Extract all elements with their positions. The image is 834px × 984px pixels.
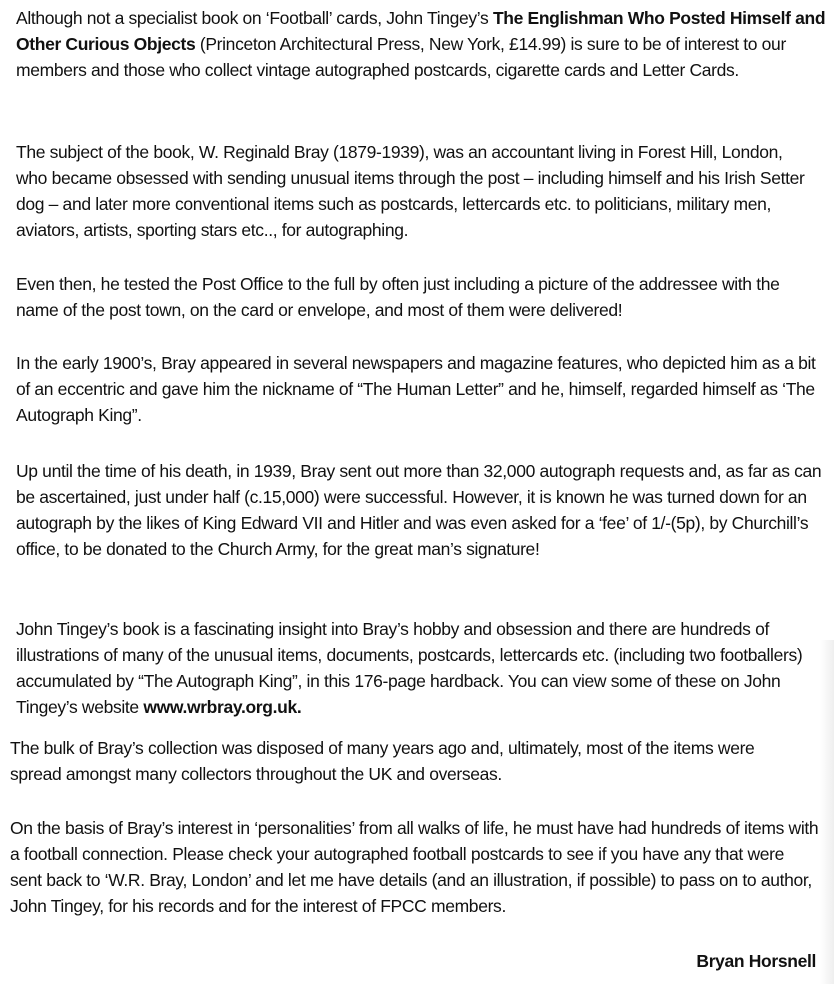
author-signature: Bryan Horsnell (696, 951, 816, 971)
book-text: John Tingey’s book is a fascinating insight into Bray’s hobby and obsession and there are hundreds of illustrations of many of the unusual items, documents, postcards, lettercards etc. (including two footballers) accumulated by “The Autograph King”, in this 176-page hardback. You can view some of these on John Tingey’s website (16, 619, 803, 717)
intro-text-after: (Princeton Architectural Press, New York, £14.99) is sure to be of interest to our members and those who collect vintage autographed postcards, cigarette cards and Letter Cards. (16, 34, 786, 80)
intro-text-before: Although not a specialist book on ‘Football’ cards, John Tingey’s (16, 8, 493, 28)
paragraph-book (16, 616, 828, 720)
paragraph-request: On the basis of Bray’s interest in ‘personalities’ from all walks of life, he must have had hundreds of items with a football connection. Please check your autographed football postcards to see if you have any that were sent back to ‘W.R. Bray, London’ and let me have details (and an illustration, if possible) to pass on to author, John Tingey, for his records and for the interest of FPCC members. (10, 818, 819, 916)
paragraph-intro (16, 5, 832, 83)
book-title: The Englishman Who Posted Himself and Other Curious Objects (16, 8, 826, 54)
paragraph-post-office: Even then, he tested the Post Office to the full by often just including a picture of the addressee with the name of the post town, on the card or envelope, and most of them were delivered! (16, 274, 780, 320)
paragraph-collection: The bulk of Bray’s collection was disposed of many years ago and, ultimately, most of the items were spread amongst many collectors throughout the UK and overseas. (10, 738, 755, 784)
website-link[interactable]: www.wrbray.org.uk. (143, 697, 302, 717)
paragraph-subject: The subject of the book, W. Reginald Bray (1879-1939), was an accountant living in Forest Hill, London, who became obsessed with sending unusual items through the post – including himself and his Irish Setter dog – and later more conventional items such as postcards, lettercards etc. to politicians, military men, aviators, artists, sporting stars etc.., for autographing. (16, 142, 805, 240)
paragraph-death: Up until the time of his death, in 1939, Bray sent out more than 32,000 autograph requests and, as far as can be ascertained, just under half (c.15,000) were successful. However, it is known he was turned down for an autograph by the likes of King Edward VII and Hitler and was even asked for a ‘fee’ of 1/-(5p), by Churchill’s office, to be donated to the Church Army, for the great man’s signature! (16, 461, 822, 559)
paragraph-newspapers: In the early 1900’s, Bray appeared in several newspapers and magazine features, who depicted him as a bit of an eccentric and gave him the nickname of “The Human Letter” and he, himself, regarded himself as ‘The Autograph King”. (16, 353, 816, 425)
scan-edge-shadow (820, 640, 834, 984)
